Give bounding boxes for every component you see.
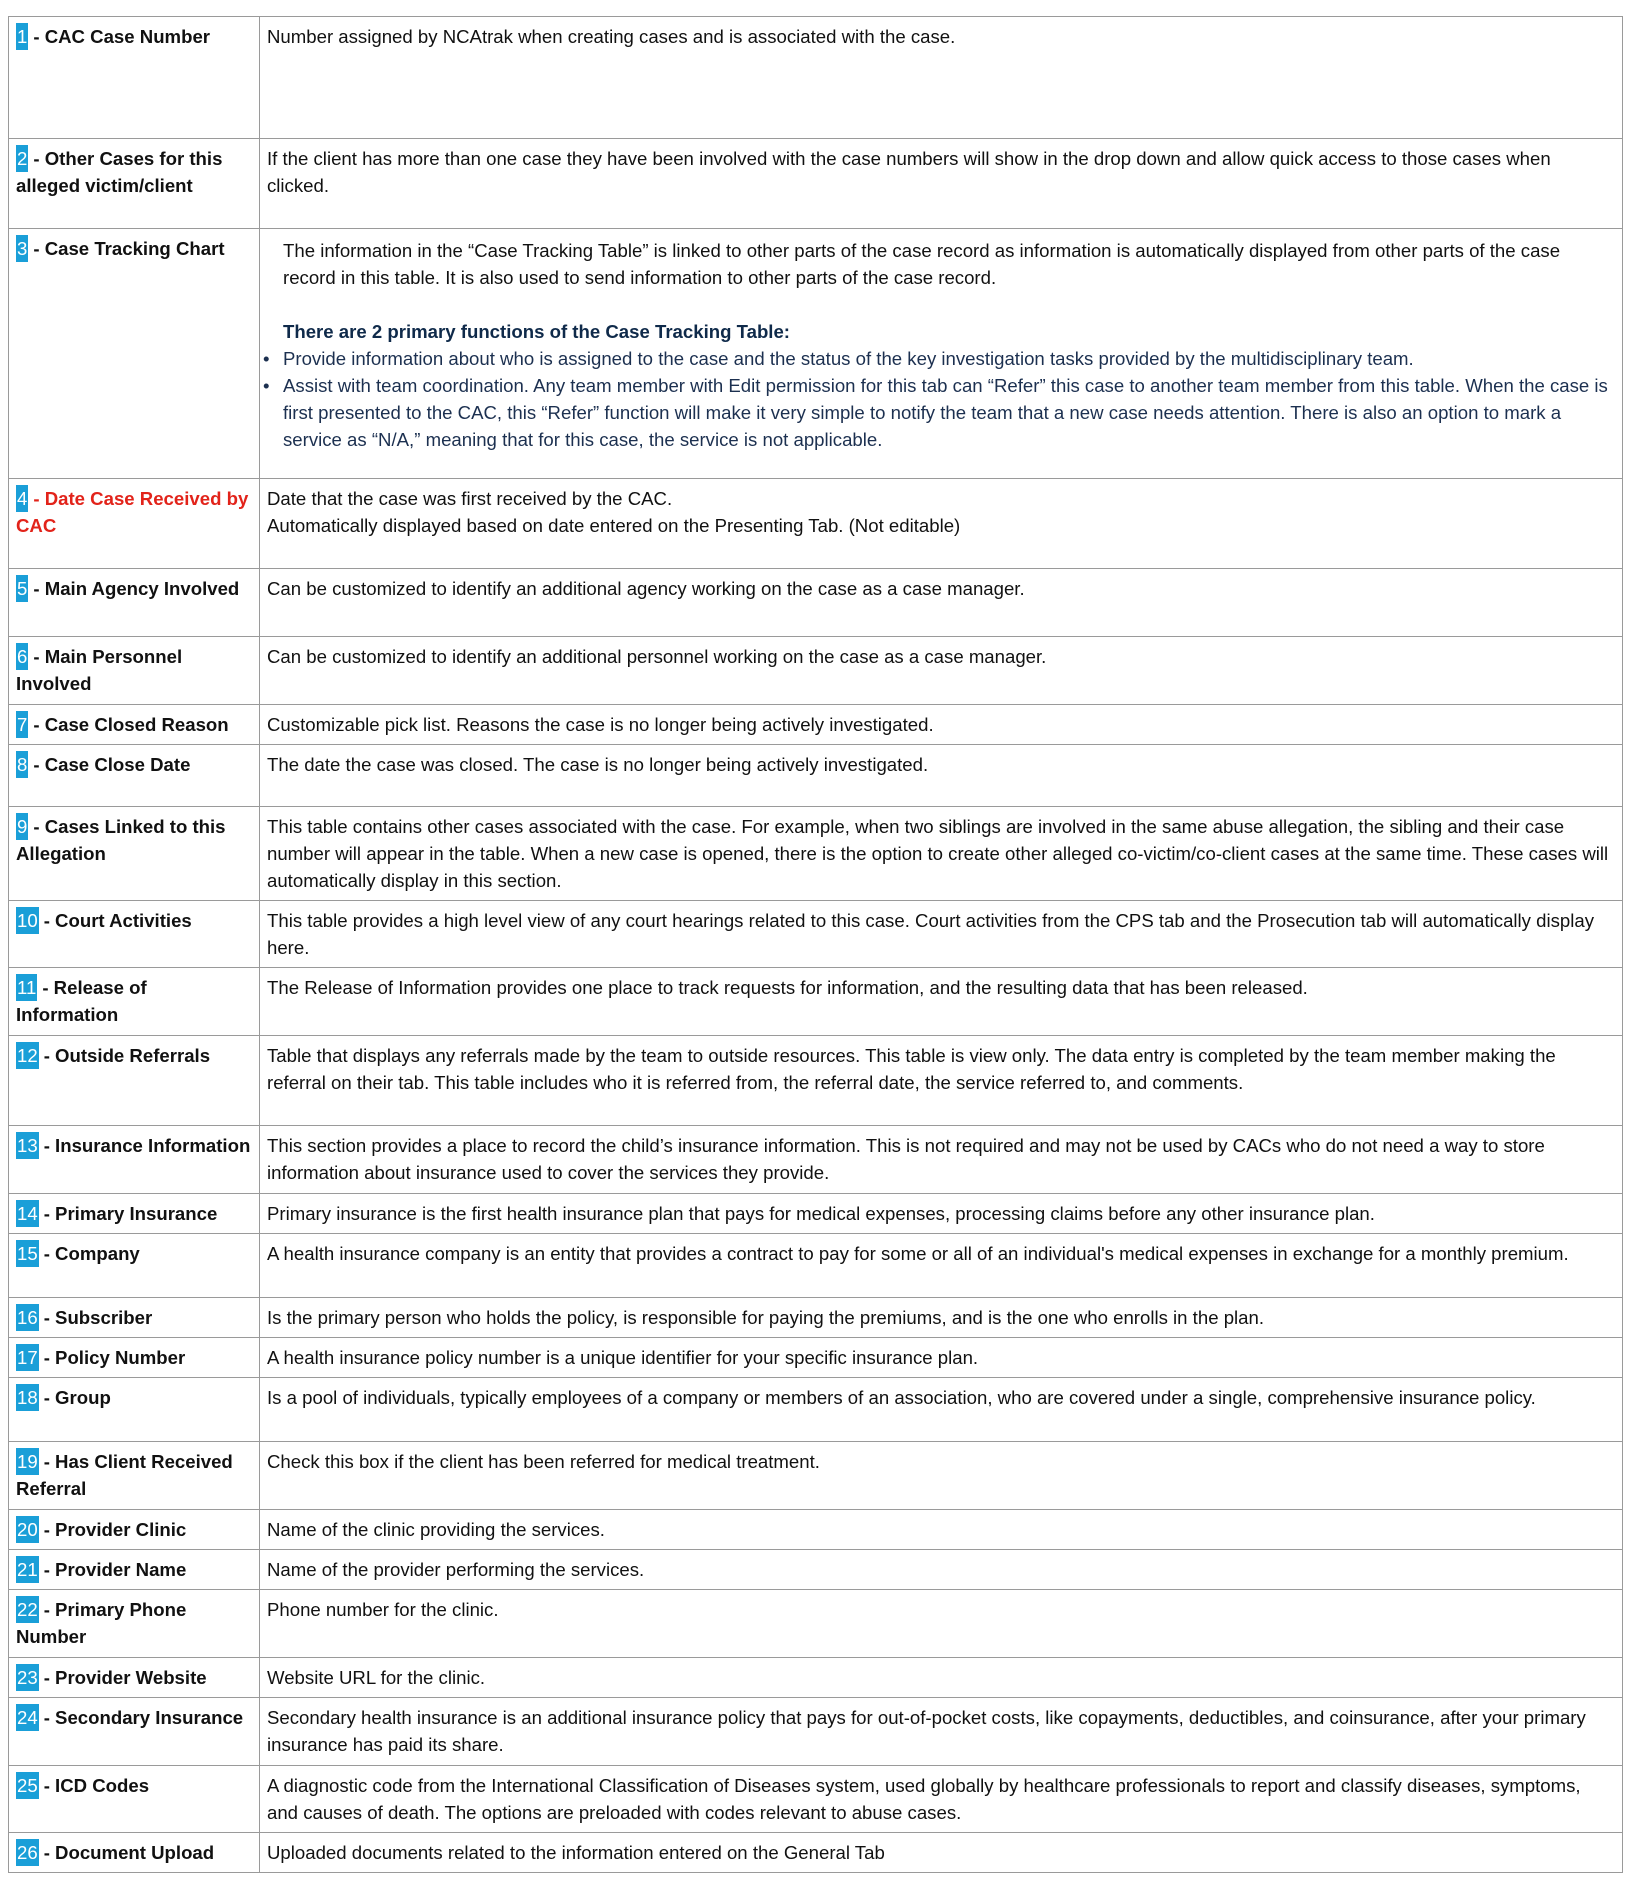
table-row (9, 637, 1623, 705)
field-label-cell (9, 139, 260, 229)
field-description-cell (260, 229, 1623, 479)
callout-number-badge: 9 (16, 813, 28, 840)
table-row (9, 1550, 1623, 1590)
field-label-cell (9, 1194, 260, 1234)
field-description: Primary insurance is the first health insurance plan that pays for medical expenses, processing claims before any other insurance plan. (267, 1203, 1375, 1224)
field-description-cell (260, 1234, 1623, 1298)
field-label: - Primary Insurance (43, 1203, 218, 1224)
field-label-cell (9, 229, 260, 479)
field-label-cell (9, 1550, 260, 1590)
table-row (9, 1298, 1623, 1338)
field-label: - Release of Information (16, 977, 147, 1025)
field-description-table (8, 16, 1623, 1873)
field-label: - Cases Linked to this Allegation (16, 816, 226, 864)
field-description-cell (260, 1378, 1623, 1442)
table-row (9, 229, 1623, 479)
table-row (9, 569, 1623, 637)
field-description: Automatically displayed based on date entered on the Presenting Tab. (Not editable) (267, 515, 961, 536)
field-label: - CAC Case Number (33, 26, 211, 47)
callout-number-badge: 16 (16, 1304, 39, 1331)
field-label: - Court Activities (43, 910, 192, 931)
field-label-cell (9, 1658, 260, 1698)
field-label-cell (9, 1298, 260, 1338)
field-label-cell (9, 1510, 260, 1550)
field-label: - Group (43, 1387, 111, 1408)
field-label-cell (9, 968, 260, 1036)
table-row (9, 1194, 1623, 1234)
field-description-cell (260, 1590, 1623, 1658)
field-description-cell (260, 139, 1623, 229)
callout-number-badge: 15 (16, 1240, 39, 1267)
field-label: - Case Closed Reason (33, 714, 229, 735)
table-row (9, 17, 1623, 139)
field-label-cell (9, 705, 260, 745)
callout-number-badge: 17 (16, 1344, 39, 1371)
callout-number-badge: 10 (16, 907, 39, 934)
field-description-cell (260, 1338, 1623, 1378)
table-row (9, 1590, 1623, 1658)
field-description-cell (260, 1658, 1623, 1698)
field-label: - Main Personnel Involved (16, 646, 183, 694)
callout-number-badge: 6 (16, 643, 28, 670)
field-label-cell (9, 1338, 260, 1378)
field-description-cell (260, 1510, 1623, 1550)
callout-number-badge: 4 (16, 485, 28, 512)
callout-number-badge: 23 (16, 1664, 39, 1691)
callout-number-badge: 5 (16, 575, 28, 602)
table-row (9, 745, 1623, 807)
callout-number-badge: 1 (16, 23, 28, 50)
field-description: A diagnostic code from the International Classification of Diseases system, used globally by healthcare professionals to report and classify diseases, symptoms, and causes of death. The options are preloaded with codes relevant to abuse cases. (267, 1775, 1581, 1823)
field-description: Website URL for the clinic. (267, 1667, 486, 1688)
field-label: - Subscriber (43, 1307, 153, 1328)
field-description: Is a pool of individuals, typically employees of a company or members of an association, who are covered under a single, comprehensive insurance policy. (267, 1387, 1536, 1408)
field-description-cell (260, 569, 1623, 637)
field-label-cell (9, 1234, 260, 1298)
table-row (9, 1442, 1623, 1510)
field-description-cell (260, 901, 1623, 968)
field-description: Can be customized to identify an additional agency working on the case as a case manager. (267, 578, 1025, 599)
field-label: - Insurance Information (43, 1135, 251, 1156)
field-label-cell (9, 1378, 260, 1442)
field-description: The Release of Information provides one place to track requests for information, and the resulting data that has been released. (267, 977, 1308, 998)
field-description-cell (260, 1126, 1623, 1194)
field-description-cell (260, 968, 1623, 1036)
table-row (9, 1338, 1623, 1378)
callout-number-badge: 12 (16, 1042, 39, 1069)
field-label-cell (9, 637, 260, 705)
field-description-cell (260, 1036, 1623, 1126)
field-label: - Provider Website (43, 1667, 207, 1688)
table-row (9, 139, 1623, 229)
field-description: A health insurance policy number is a unique identifier for your specific insurance plan. (267, 1347, 979, 1368)
table-row (9, 1036, 1623, 1126)
callout-number-badge: 13 (16, 1132, 39, 1159)
field-label-cell (9, 807, 260, 901)
callout-number-badge: 25 (16, 1772, 39, 1799)
table-row (9, 479, 1623, 569)
function-bullet-item: • Provide information about who is assigned to the case and the status of the key investigation tasks provided by the multidisciplinary team. (267, 345, 1615, 372)
field-label-cell (9, 1590, 260, 1658)
field-description: Table that displays any referrals made by the team to outside resources. This table is view only. The data entry is completed by the team member making the referral on their tab. This table includes who it is referred from, the referral date, the service referred to, and comments. (267, 1045, 1556, 1093)
field-description: Name of the clinic providing the services. (267, 1519, 605, 1540)
field-label-cell (9, 1698, 260, 1766)
field-description: A health insurance company is an entity that provides a contract to pay for some or all of an individual's medical expenses in exchange for a monthly premium. (267, 1243, 1569, 1264)
callout-number-badge: 19 (16, 1448, 39, 1475)
field-description-cell (260, 1766, 1623, 1833)
field-label: - Case Close Date (33, 754, 191, 775)
field-label: - Outside Referrals (43, 1045, 211, 1066)
field-label: - Company (43, 1243, 140, 1264)
field-description: Phone number for the clinic. (267, 1599, 499, 1620)
callout-number-badge: 14 (16, 1200, 39, 1227)
field-label: - Date Case Received by CAC (16, 488, 249, 536)
callout-number-badge: 7 (16, 711, 28, 738)
table-row (9, 807, 1623, 901)
table-body (9, 17, 1623, 1873)
callout-number-badge: 21 (16, 1556, 39, 1583)
field-label: - Primary Phone Number (16, 1599, 187, 1647)
field-description: Is the primary person who holds the policy, is responsible for paying the premiums, and is the one who enrolls in the plan. (267, 1307, 1265, 1328)
callout-number-badge: 22 (16, 1596, 39, 1623)
field-description: The date the case was closed. The case is no longer being actively investigated. (267, 754, 929, 775)
field-label-cell (9, 1766, 260, 1833)
field-label-cell (9, 1126, 260, 1194)
field-label: - Main Agency Involved (33, 578, 240, 599)
field-description: This table contains other cases associated with the case. For example, when two siblings are involved in the same abuse allegation, the sibling and their case number will appear in the table. When a new case is opened, there is the option to create other alleged co-victim/co-client cases at the same time. These cases will automatically display in this section. (267, 816, 1609, 891)
table-row (9, 1378, 1623, 1442)
field-label: - ICD Codes (43, 1775, 150, 1796)
field-label: - Policy Number (43, 1347, 186, 1368)
field-label-cell (9, 745, 260, 807)
functions-list (267, 345, 1615, 453)
field-label: - Provider Name (43, 1559, 187, 1580)
field-description-cell (260, 745, 1623, 807)
table-row (9, 1766, 1623, 1833)
callout-number-badge: 11 (16, 974, 37, 1001)
table-row (9, 1833, 1623, 1873)
field-label: - Document Upload (43, 1842, 215, 1863)
field-description: This table provides a high level view of any court hearings related to this case. Court activities from the CPS tab and the Prosecution tab will automatically display here. (267, 910, 1595, 958)
field-description-cell (260, 1698, 1623, 1766)
field-label: - Provider Clinic (43, 1519, 187, 1540)
callout-number-badge: 2 (16, 145, 28, 172)
field-description-cell (260, 479, 1623, 569)
field-description: Check this box if the client has been referred for medical treatment. (267, 1451, 820, 1472)
table-row (9, 705, 1623, 745)
field-description: Can be customized to identify an additional personnel working on the case as a case manager. (267, 646, 1047, 667)
field-description-cell (260, 705, 1623, 745)
field-description: If the client has more than one case they have been involved with the case numbers will show in the drop down and allow quick access to those cases when clicked. (267, 148, 1551, 196)
field-label: - Secondary Insurance (43, 1707, 244, 1728)
tracking-intro-text: The information in the “Case Tracking Table” is linked to other parts of the case record as information is automatically displayed from other parts of the case record in this table. It is also used to send information to other parts of the case record. (283, 240, 1561, 288)
field-description-cell (260, 1194, 1623, 1234)
field-description-cell (260, 1550, 1623, 1590)
field-description: This section provides a place to record the child’s insurance information. This is not required and may not be used by CACs who do not need a way to store information about insurance used to cover the services they provide. (267, 1135, 1545, 1183)
field-label: - Other Cases for this alleged victim/client (16, 148, 223, 196)
field-description: Name of the provider performing the services. (267, 1559, 645, 1580)
field-description-cell (260, 637, 1623, 705)
callout-number-badge: 8 (16, 751, 28, 778)
callout-number-badge: 20 (16, 1516, 39, 1543)
field-label: - Case Tracking Chart (33, 238, 225, 259)
field-label-cell (9, 1833, 260, 1873)
table-row (9, 1698, 1623, 1766)
table-row (9, 1658, 1623, 1698)
table-row (9, 968, 1623, 1036)
field-description-cell (260, 1442, 1623, 1510)
callout-number-badge: 24 (16, 1704, 39, 1731)
table-row (9, 1234, 1623, 1298)
field-description-cell (260, 17, 1623, 139)
field-label: - Has Client Received Referral (16, 1451, 233, 1499)
paragraph-spacer (267, 291, 1615, 318)
callout-number-badge: 18 (16, 1384, 39, 1411)
field-label-cell (9, 1442, 260, 1510)
callout-number-badge: 3 (16, 235, 28, 262)
field-label-cell (9, 479, 260, 569)
field-description: Number assigned by NCAtrak when creating cases and is associated with the case. (267, 26, 956, 47)
field-label-cell (9, 901, 260, 968)
table-row (9, 1126, 1623, 1194)
function-bullet-item: • Assist with team coordination. Any team member with Edit permission for this tab can “Refer” this case to another team member from this table. When the case is first presented to the CAC, this “Refer” function will make it very simple to notify the team that a new case needs attention. There is also an option to mark a service as “N/A,” meaning that for this case, the service is not applicable. (267, 372, 1615, 453)
field-label-cell (9, 1036, 260, 1126)
field-description: Date that the case was first received by the CAC. (267, 488, 673, 509)
field-description-cell (260, 807, 1623, 901)
field-description: Uploaded documents related to the information entered on the General Tab (267, 1842, 885, 1863)
field-description-cell (260, 1833, 1623, 1873)
table-row (9, 1510, 1623, 1550)
table-row (9, 901, 1623, 968)
field-label-cell (9, 569, 260, 637)
callout-number-badge: 26 (16, 1839, 39, 1866)
field-description: Secondary health insurance is an additional insurance policy that pays for out-of-pocket costs, like copayments, deductibles, and coinsurance, after your primary insurance has paid its share. (267, 1707, 1586, 1755)
field-label-cell (9, 17, 260, 139)
field-description-cell (260, 1298, 1623, 1338)
field-description: Customizable pick list. Reasons the case is no longer being actively investigated. (267, 714, 934, 735)
functions-heading: There are 2 primary functions of the Case Tracking Table: (283, 321, 790, 342)
